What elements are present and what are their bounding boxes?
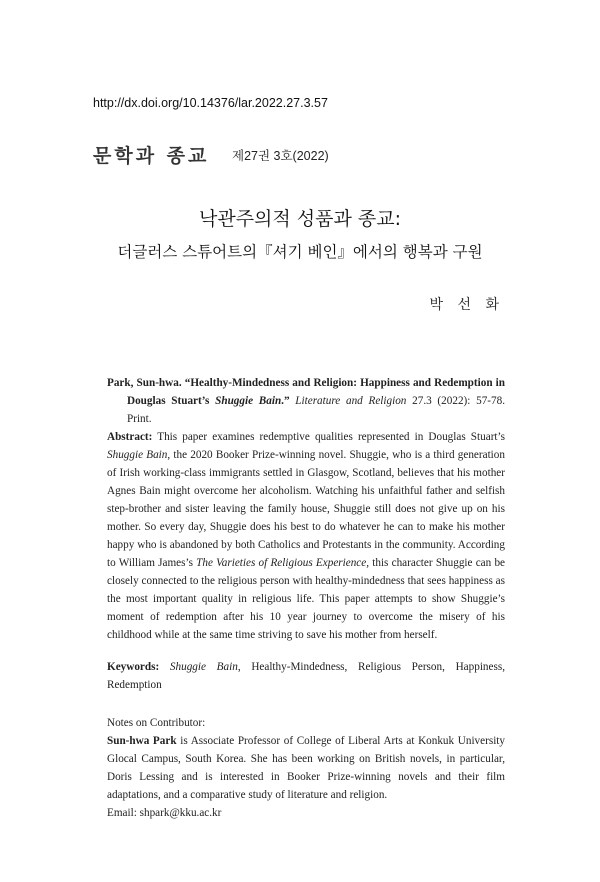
contributor-name: Sun-hwa Park (107, 735, 177, 747)
abstract-text-3: , this character Shuggie can be closely connected to the religious person with healthy-mindedness that sees happiness as the most important quality in religious life. This paper attempts to show Shuggie’s moment of redemption after his 10 year journey to overcome the misery of his childhood while at the same time striving to save his mother from herself. (107, 557, 506, 641)
article-subtitle: 더글러스 스튜어트의『셔기 베인』에서의 행복과 구원 (117, 243, 483, 261)
contributor-email[interactable]: Email: shpark@kku.ac.kr (107, 807, 222, 819)
abstract-text-2: , the 2020 Booker Prize-winning novel. Shuggie, who is a third generation of Irish working-class immigrants settled in Glasgow, Scotland, believes that his mother Agnes Bain might overcome her alcoholism. Watching his unfaithful father and selfish step-brother and sister leaving the family house, Shuggie still does not give up on his mother. So every day, Shuggie does his best to do whatever he can to make his mother happy who is abandoned by both Catholics and Protestants in the community. According to William James’s (107, 449, 505, 569)
keywords (107, 658, 505, 694)
citation-title: “Healthy-Mindedness and Religion: Happiness and Redemption in Douglas Stuart’s (127, 377, 505, 407)
author-name: 박 선 화 (429, 297, 504, 313)
citation-authors: Park, Sun-hwa. (107, 377, 182, 389)
citation (107, 374, 505, 428)
keywords-label: Keywords: (107, 661, 160, 673)
keyword-italic: Shuggie Bain (169, 661, 238, 673)
abstract-text-1: This paper examines redemptive qualities represented in Douglas Stuart’s (152, 431, 505, 443)
contributor-bio-text: is Associate Professor of College of Liberal Arts at Konkuk University Glocal Campus, South Korea. She has been working on British novels, in particular, Doris Lessing and is interested in Booker Prize-winning novels and their film adaptations, and a comparative study of literature and religion. (107, 735, 506, 801)
abstract-italic-1: Shuggie Bain (107, 449, 168, 461)
contributor-heading: Notes on Contributor: (107, 717, 206, 729)
article-title: 낙관주의적 성품과 종교: (198, 208, 402, 230)
journal-logo: 문학과 종교 (93, 145, 210, 167)
citation-title-end: .” (281, 395, 290, 407)
abstract-label: Abstract: (107, 431, 153, 443)
abstract (107, 428, 505, 644)
abstract-italic-2: The Varieties of Religious Experience (196, 557, 367, 569)
citation-details: 27.3 (2022): 57-78. Print. (127, 395, 505, 425)
contributor-bio (107, 732, 505, 804)
article-front-matter (107, 374, 505, 822)
citation-title-italic: Shuggie Bain (215, 395, 282, 407)
doi-link[interactable]: http://dx.doi.org/10.14376/lar.2022.27.3.57 (93, 96, 328, 110)
citation-journal: Literature and Religion (295, 395, 407, 407)
issue-info: 제27권 3호(2022) (232, 149, 329, 163)
keywords-list: , Healthy-Mindedness, Religious Person, Happiness, Redemption (107, 661, 505, 691)
